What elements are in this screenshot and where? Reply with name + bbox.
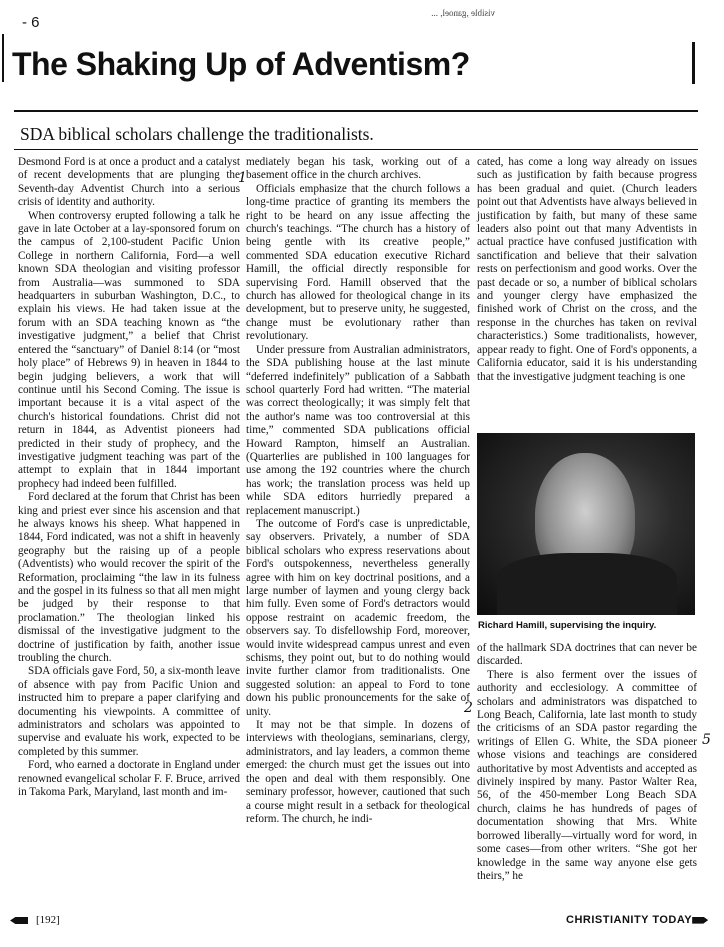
footer-magazine-name — [566, 914, 708, 926]
photo-shoulders — [497, 553, 677, 615]
paragraph: SDA officials gave Ford, 50, a six-month leave of absence with pay from Pacific Union and instructed him to prepare a paper clarifying and documenting his viewpoints. A committee of administrators and scholars was appointed to supervise and evaluate his work, expected to be completed by this summer. — [18, 665, 240, 758]
handwritten-annotation-1: 1 — [238, 170, 247, 186]
subheadline-rule — [14, 149, 698, 150]
magazine-name: CHRISTIANITY TODAY — [566, 914, 693, 926]
article-column-3-continued — [477, 642, 697, 883]
headline: The Shaking Up of Adventism? — [12, 46, 470, 82]
paragraph: When controversy erupted following a talk he gave in late October at a lay-sponsored forum on the campus of 2,100-student Pacific Union College in northern California, Ford—a well known SDA theologian and visiting professor from Australia—was summoned to SDA headquarters in suburban Washington, D.C., to explain his views. He had taken issue at the forum with an SDA teaching known as “the investigative judgment,” a belief that Christ entered the “sanctuary” of Daniel 8:14 (or “most holy place” of Hebrews 9) in heaven in 1844 to begin judging believers, a work that will continue until his Second Coming. The issue is important because it is a vital aspect of the church's historical foundations. Christ did not return in 1844, as Adventist pioneers had predicted in their study of prophecy, and the investigative judgment teaching was part of the attempt to explain that in 1844 important prophecy had indeed been fulfilled. — [18, 209, 240, 490]
portrait-photo — [477, 433, 695, 615]
article-column-2 — [246, 156, 470, 826]
handwritten-annotation-5: 5 — [702, 732, 711, 748]
footer-page-ref — [10, 914, 60, 926]
paragraph: Desmond Ford is at once a product and a catalyst of recent developments that are plunging the Seventh-day Adventist Church into a serious crisis of identity and authority. — [18, 156, 240, 209]
footer-page-number: [192] — [36, 914, 60, 926]
top-margin-scrawl: visible ,ganoel, ... — [431, 8, 495, 18]
paragraph: cated, has come a long way already on issues such as justification by faith because progress has been gradual and quiet. (Church leaders point out that Adventists have always believed in justification by faith, but many of these same leaders also point out that many Adventists in actual practice have confused justification with sanctification and believe that their salvation rests on perfectionism and good works. Over the past decade or so, a number of biblical scholars and younger clergy have emphasized the finished work of Christ on the cross, and the response in the churches has taken on revival characteristics.) Some traditionalists, however, appear ready to fight. One of Ford's opponents, a California educator, said it is his understanding that the investigative judgment teaching is one — [477, 156, 697, 383]
left-margin-mark — [2, 34, 4, 82]
paragraph: Ford, who earned a doctorate in England under renowned evangelical scholar F. F. Bruce, arrived in Takoma Park, Maryland, last month and im- — [18, 759, 240, 799]
article-column-1 — [18, 156, 240, 800]
photo-caption: Richard Hamill, supervising the inquiry. — [478, 620, 657, 631]
article-column-3 — [477, 156, 697, 384]
left-arrow-icon — [10, 917, 28, 924]
paragraph: Ford declared at the forum that Christ has been king and priest ever since his ascension and that he always knows his sheep. What happened in 1844, Ford indicated, was not a shift in heavenly geography but the raising up of a people (Adventists) who would recover the spirit of the Reformation, proclaiming “the law in its fulness and the gospel in its fulness so that all men might be judged by their response to that proclamation.” The theologian linked his dismissal of the investigative judgment to the doctrine of justification by faith, another issue troubling the church. — [18, 491, 240, 665]
paragraph: Under pressure from Australian administrators, the SDA publishing house at the last minute “deferred indefinitely” publication of a Sabbath school quarterly Ford had written. “The material was correct theologically; it was simply felt that the author's name was too controversial at this time,” commented SDA publications official Howard Rampton, himself an Australian. (Quarterlies are published in 100 languages for use among the 192 countries where the church has work; the translation process was held up while SDA editors hurriedly prepared a replacement manuscript.) — [246, 343, 470, 517]
right-arrow-icon — [692, 917, 708, 924]
handwritten-annotation-2: 2 — [464, 700, 473, 716]
paragraph: It may not be that simple. In dozens of interviews with theologians, seminarians, clergy, administrators, and lay leaders, a common theme emerged: the church must get the issues out into the open and deal with them responsibly. One seminary professor, however, cautioned that such a course might result in a setback for theological reform. The church, he indi- — [246, 719, 470, 825]
subheadline: SDA biblical scholars challenge the traditionalists. — [20, 124, 374, 144]
paragraph: The outcome of Ford's case is unpredictable, say observers. Privately, a number of SDA biblical scholars who express reservations about Ford's outspokenness, nevertheless generally agree with him on key doctrinal positions, and a large number of laymen and young clergy back him fully. Even some of Ford's detractors would oppose restraint on academic freedom, the observers say. To disfellowship Ford, moreover, would invite widespread campus unrest and even schisms, they point out, but to do nothing would invite further clamor from traditionalists. One suggested solution: an appeal to Ford to tone down his public pronouncements for the sake of unity. — [246, 517, 470, 718]
paragraph: mediately began his task, working out of a basement office in the church archives. — [246, 156, 470, 182]
right-margin-bar — [692, 42, 695, 84]
page-number: - 6 — [22, 14, 40, 31]
paragraph: of the hallmark SDA doctrines that can never be discarded. — [477, 642, 697, 668]
paragraph: There is also ferment over the issues of authority and ecclesiology. A committee of scholars and administrators was dispatched to Long Beach, California, late last month to study the criticisms of an SDA pastor regarding the writings of Ellen G. White, the SDA pioneer whose visions and teachings are considered authoritative by most Adventists and accepted as divinely inspired by many. Pastor Walter Rea, 56, of the 450-member Long Beach SDA church, claims he has hundreds of pages of documentation showing that Mrs. White borrowed liberally—virtually word for word, in some cases—from other writers. “She got her knowledge in the same way anyone else gets theirs,” he — [477, 668, 697, 882]
paragraph: Officials emphasize that the church follows a long-time practice of granting its members the right to be heard on any issue affecting the church's teachings. “The church has a history of being gentle with its creative people,” commented SDA education executive Richard Hamill, the official directly responsible for supervising Ford. Hamill observed that the church has allowed for theological change in its development, but to preserve unity, he suggested, change must be evolutionary rather than revolutionary. — [246, 182, 470, 343]
headline-rule-top — [14, 110, 698, 112]
